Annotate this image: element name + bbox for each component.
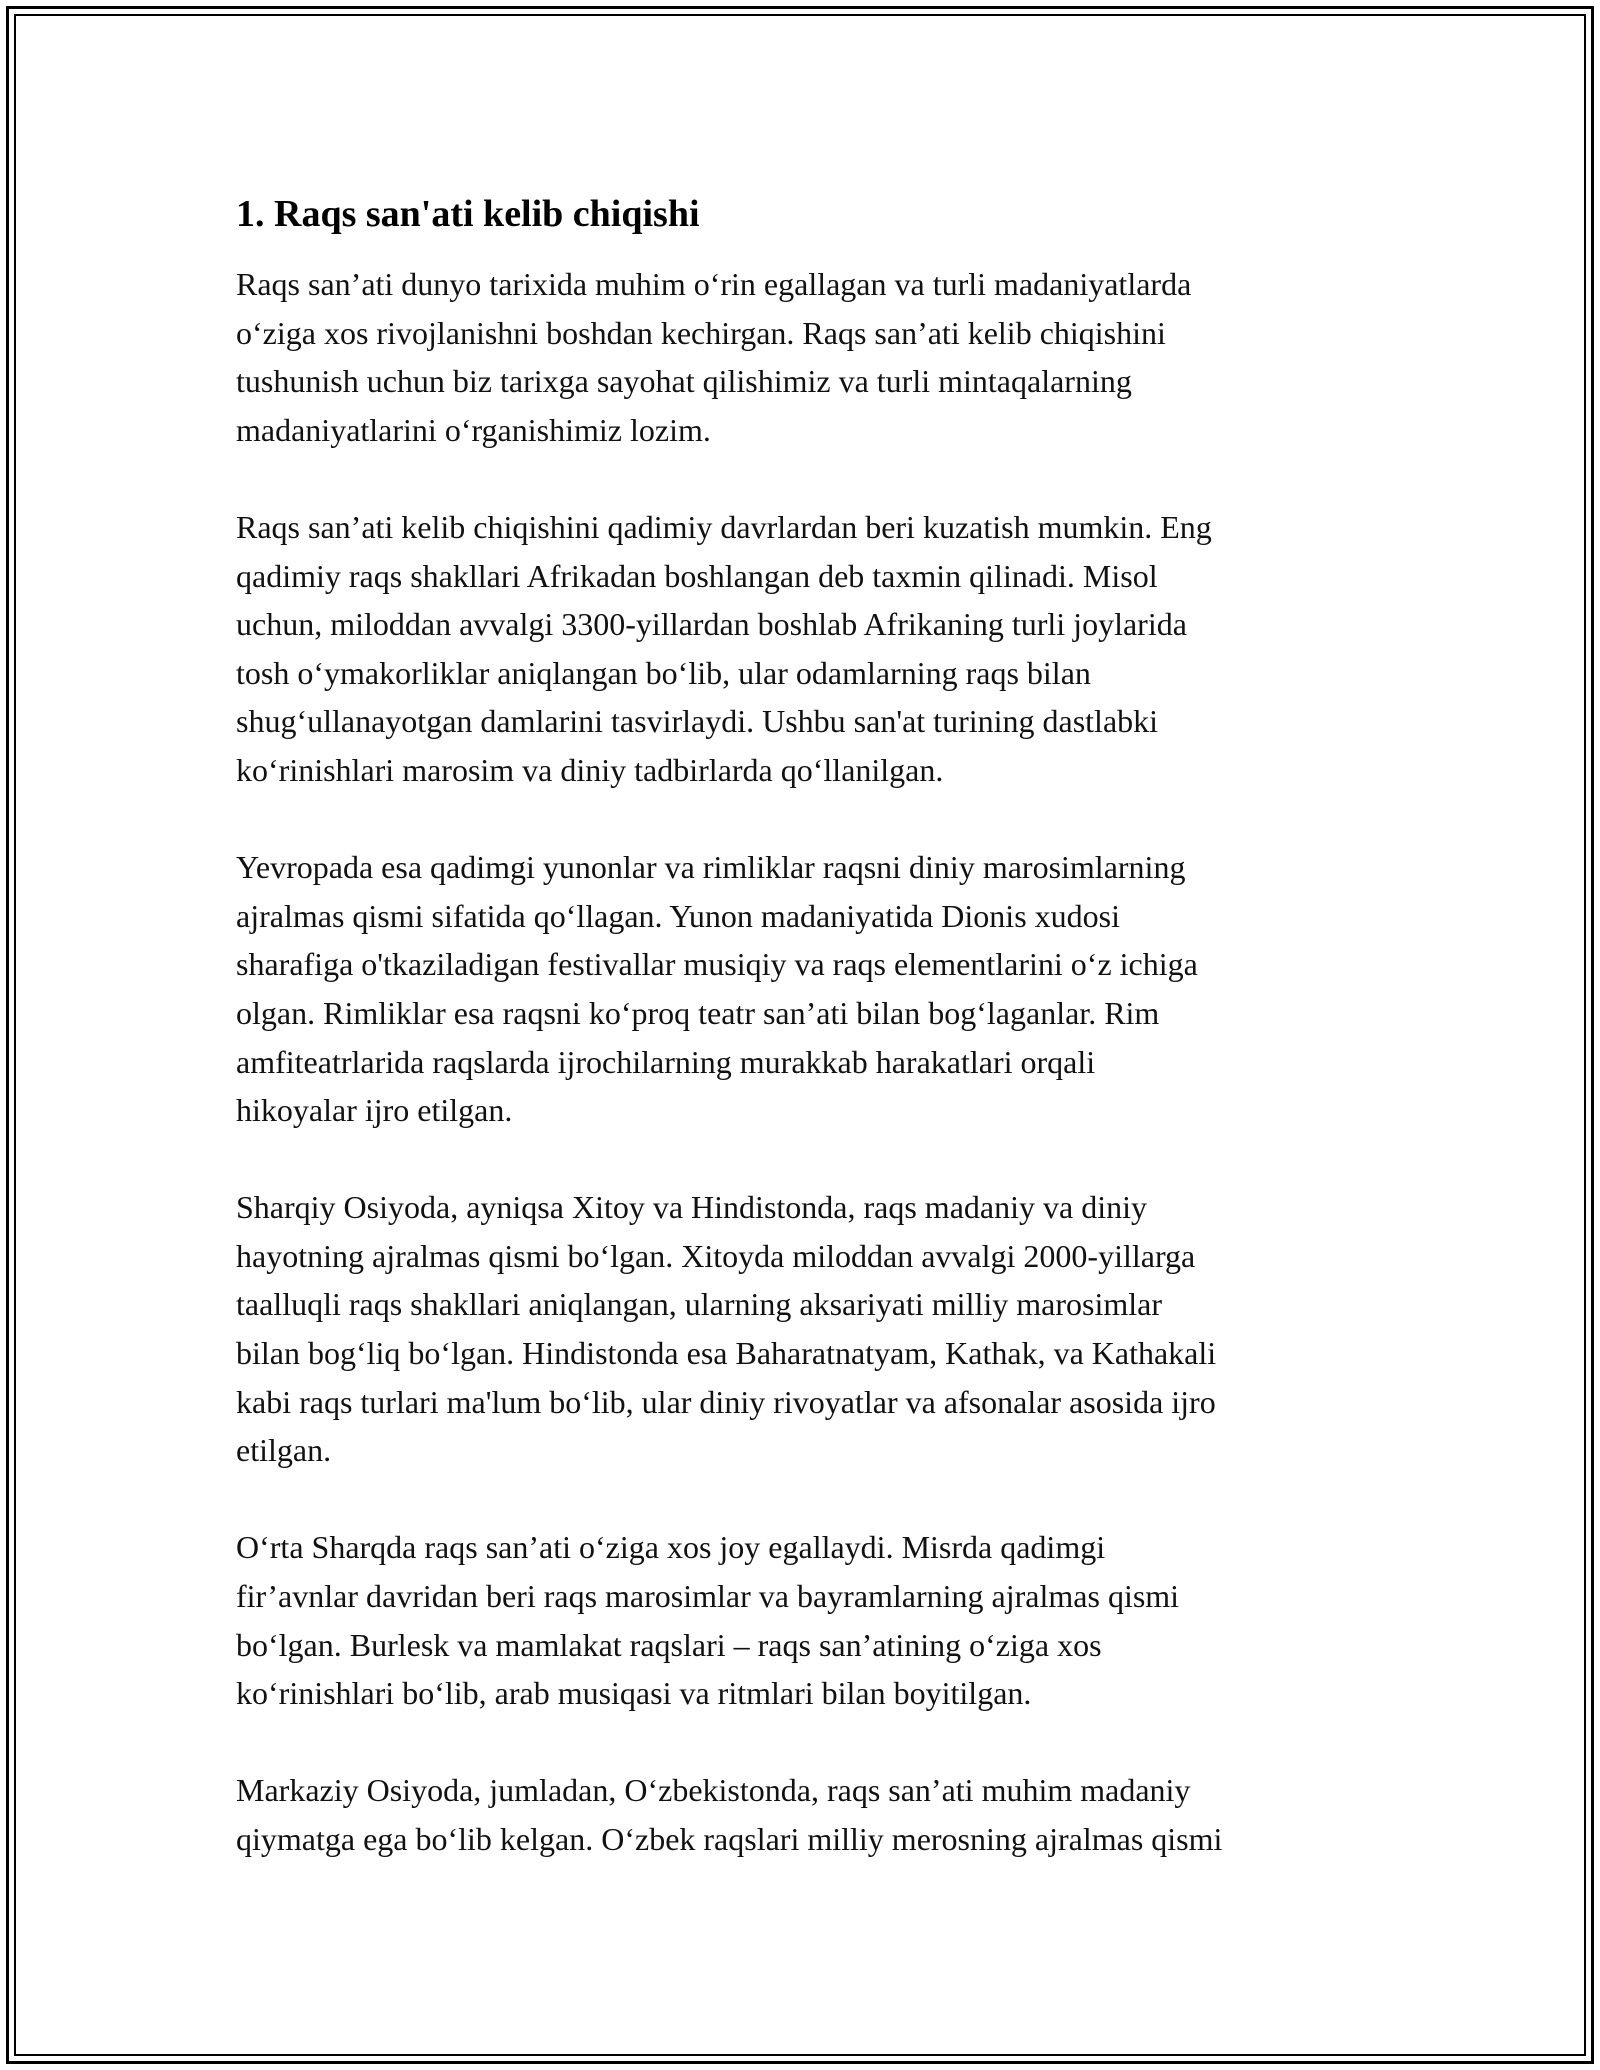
paragraph-line: o‘ziga xos rivojlanishni boshdan kechirgan. Raqs san’ati kelib chiqishini (236, 314, 1166, 351)
paragraph-line: ko‘rinishlari marosim va diniy tadbirlarda qo‘llanilgan. (236, 751, 944, 788)
paragraph-line: taalluqli raqs shakllari aniqlangan, ularning aksariyati milliy marosimlar (236, 1286, 1162, 1323)
paragraph-line: O‘rta Sharqda raqs san’ati o‘ziga xos joy egallaydi. Misrda qadimgi (236, 1529, 1106, 1566)
paragraph-line: Yevropada esa qadimgi yunonlar va rimliklar raqsni diniy marosimlarning (236, 849, 1186, 886)
paragraph-line: Sharqiy Osiyoda, ayniqsa Xitoy va Hindistonda, raqs madaniy va diniy (236, 1189, 1147, 1226)
paragraph (236, 260, 1386, 454)
paragraph-line: tosh o‘ymakorliklar aniqlangan bo‘lib, ular odamlarning raqs bilan (236, 654, 1091, 691)
paragraph-line: tushunish uchun biz tarixga sayohat qilishimiz va turli mintaqalarning (236, 363, 1132, 400)
document-body (236, 186, 1386, 1912)
paragraph-line: Markaziy Osiyoda, jumladan, O‘zbekistonda, raqs san’ati muhim madaniy (236, 1772, 1191, 1809)
paragraph-line: olgan. Rimliklar esa raqsni ko‘proq teatr san’ati bilan bog‘laganlar. Rim (236, 994, 1160, 1031)
section-heading: 1. Raqs san'ati kelib chiqishi (236, 193, 700, 235)
paragraph-line: ajralmas qismi sifatida qo‘llagan. Yunon madaniyatida Dionis xudosi (236, 897, 1120, 934)
paragraph-line: amfiteatrlarida raqslarda ijrochilarning murakkab harakatlari orqali (236, 1043, 1096, 1080)
paragraph-line: Raqs san’ati dunyo tarixida muhim o‘rin egallagan va turli madaniyatlarda (236, 266, 1192, 302)
paragraph (236, 503, 1386, 795)
paragraph-list (236, 260, 1386, 1864)
paragraph (236, 843, 1386, 1135)
paragraph-line: bilan bog‘liq bo‘lgan. Hindistonda esa Baharatnatyam, Kathak, va Kathakali (236, 1335, 1217, 1372)
paragraph-line: etilgan. (236, 1432, 332, 1469)
paragraph-line: sharafiga o'tkaziladigan festivallar musiqiy va raqs elementlarini o‘z ichiga (236, 946, 1198, 983)
paragraph-line: ko‘rinishlari bo‘lib, arab musiqasi va ritmlari bilan boyitilgan. (236, 1675, 1032, 1712)
paragraph-line: hayotning ajralmas qismi bo‘lgan. Xitoyda miloddan avvalgi 2000-yillarga (236, 1237, 1196, 1274)
paragraph-line: qiymatga ega bo‘lib kelgan. O‘zbek raqslari milliy merosning ajralmas qismi (236, 1821, 1223, 1857)
paragraph-line: kabi raqs turlari ma'lum bo‘lib, ular diniy rivoyatlar va afsonalar asosida ijro (236, 1383, 1216, 1420)
paragraph-line: bo‘lgan. Burlesk va mamlakat raqslari – raqs san’atining o‘ziga xos (236, 1626, 1102, 1663)
paragraph (236, 1766, 1386, 1863)
paragraph-line: hikoyalar ijro etilgan. (236, 1092, 513, 1129)
paragraph-line: qadimiy raqs shakllari Afrikadan boshlangan deb taxmin qilinadi. Misol (236, 557, 1158, 594)
paragraph (236, 1523, 1386, 1717)
paragraph (236, 1183, 1386, 1475)
paragraph-line: madaniyatlarini o‘rganishimiz lozim. (236, 411, 711, 448)
paragraph-line: uchun, miloddan avvalgi 3300-yillardan boshlab Afrikaning turli joylarida (236, 606, 1187, 643)
paragraph-line: fir’avnlar davridan beri raqs marosimlar va bayramlarning ajralmas qismi (236, 1578, 1180, 1615)
paragraph-line: shug‘ullanayotgan damlarini tasvirlaydi. Ushbu san'at turining dastlabki (236, 703, 1159, 740)
paragraph-line: Raqs san’ati kelib chiqishini qadimiy davrlardan beri kuzatish mumkin. Eng (236, 508, 1212, 545)
